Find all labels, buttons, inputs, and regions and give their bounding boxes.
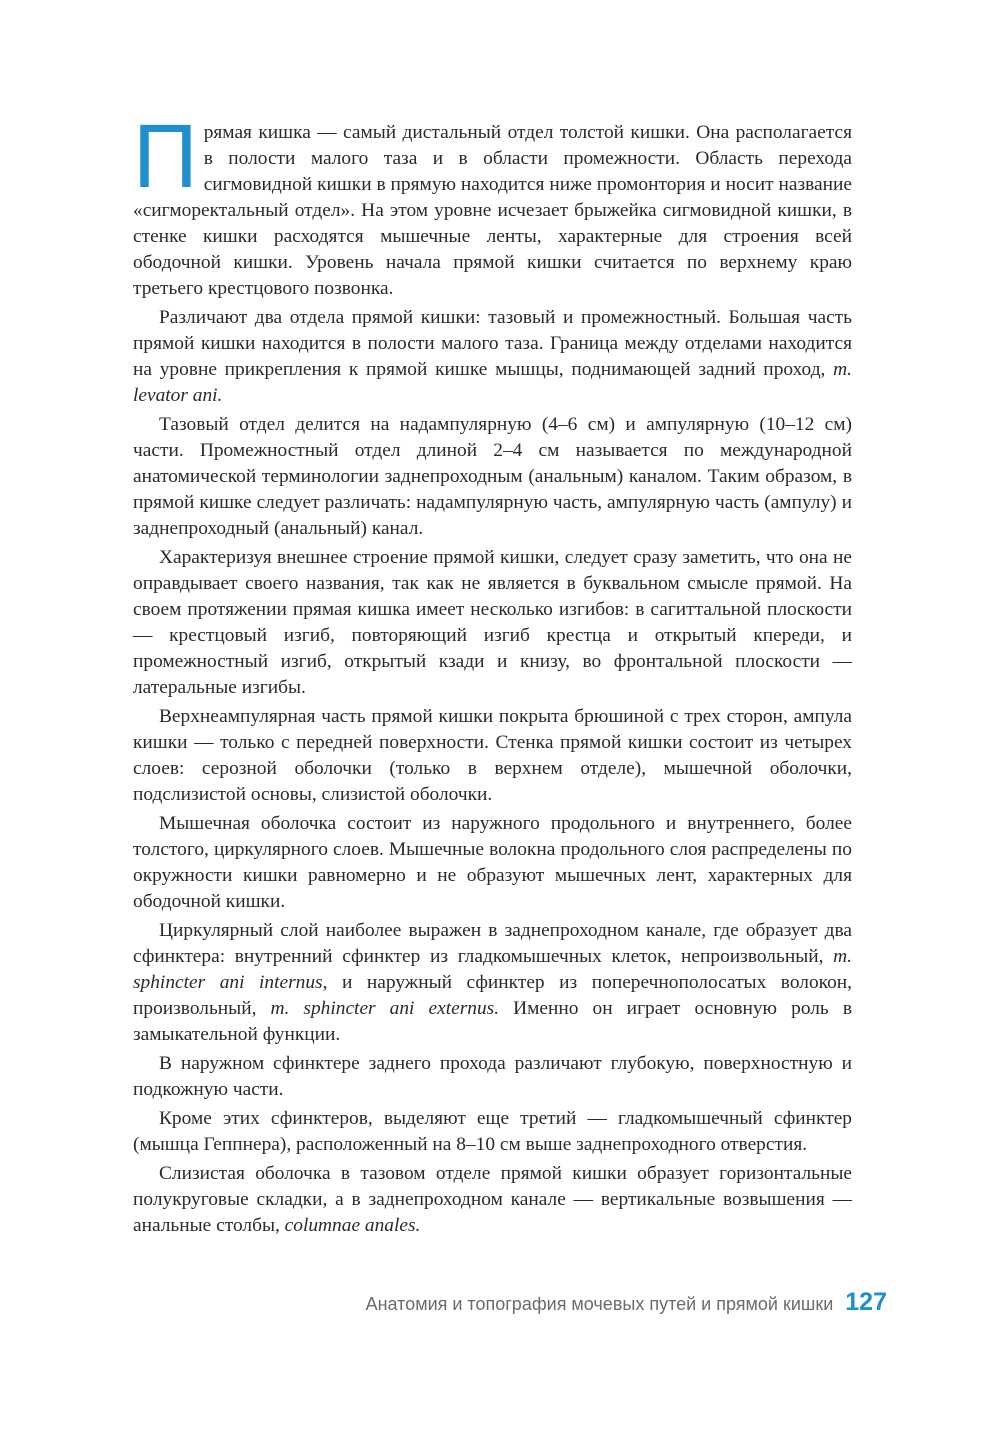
paragraph-3-text: Тазовый отдел делится на надампулярную (4–6 см) и ампулярную (10–12 см) части. Промежностный отдел длиной 2–4 см называется по международной анатомической терминологии заднепроходным (анальным) каналом. Таким образом, в прямой кишке следует различать: надампулярную часть, ампулярную часть (ампулу) и заднепроходный (анальный) канал. — [133, 414, 852, 539]
latin-term: m. levator ani. — [133, 359, 852, 406]
paragraph-5-text: Верхнеампулярная часть прямой кишки покрыта брюшиной с трех сторон, ампула кишки — только с передней поверхности. Стенка прямой кишки состоит из четырех слоев: серозной оболочки (только в верхнем отделе), мышечной оболочки, подслизистой основы, слизистой оболочки. — [133, 706, 852, 805]
page-footer — [0, 1288, 887, 1317]
paragraph-10-text: Слизистая оболочка в тазовом отделе прямой кишки образует горизонтальные полукруговые складки, а в заднепроходном канале — вертикальные возвышения — анальные столбы, — [133, 1163, 852, 1236]
running-title: Анатомия и топография мочевых путей и прямой кишки — [365, 1294, 834, 1314]
paragraph-7-text-a: Циркулярный слой наиболее выражен в заднепроходном канале, где образует два сфинктера: внутренний сфинктер из гладкомышечных клеток, непроизвольный, — [133, 920, 852, 967]
paragraph-1 — [133, 107, 852, 302]
paragraph-6-text: Мышечная оболочка состоит из наружного продольного и внутреннего, более толстого, циркулярного слоев. Мышечные волокна продольного слоя распределены по окружности кишки равномерно и не образуют мышечных лент, характерных для ободочной кишки. — [133, 813, 852, 912]
paragraph-3 — [133, 412, 852, 542]
paragraph-8-text: В наружном сфинктере заднего прохода различают глубокую, поверхностную и подкожную части. — [133, 1053, 852, 1100]
paragraph-9 — [133, 1106, 852, 1158]
page-body — [133, 107, 853, 1242]
paragraph-5 — [133, 704, 852, 808]
paragraph-8 — [133, 1051, 852, 1103]
drop-cap: П — [133, 107, 198, 207]
paragraph-7 — [133, 918, 852, 1048]
paragraph-4-text: Характеризуя внешнее строение прямой кишки, следует сразу заметить, что она не оправдывает своего названия, так как не является в буквальном смысле прямой. На своем протяжении прямая кишка имеет несколько изгибов: в сагиттальной плоскости — крестцовый изгиб, повторяющий изгиб крестца и открытый кпереди, и промежностный изгиб, открытый кзади и книзу, во фронтальной плоскости — латеральные изгибы. — [133, 547, 852, 698]
paragraph-4 — [133, 545, 852, 701]
latin-term: m. sphincter ani internus — [133, 946, 852, 993]
paragraph-6 — [133, 811, 852, 915]
paragraph-1-text: рямая кишка — самый дистальный отдел толстой кишки. Она располагается в полости малого таза и в области промежности. Область перехода сигмовидной кишки в прямую находится ниже промонтория и носит название «сигморектальный отдел». На этом уровне исчезает брыжейка сигмовидной кишки, в стенке кишки расходятся мышечные ленты, характерные для строения всей ободочной кишки. Уровень начала прямой кишки считается по верхнему краю третьего крестцового позвонка. — [133, 122, 852, 299]
paragraph-7-text-c: Именно он играет основную роль в замыкательной функции. — [133, 998, 853, 1045]
paragraph-2-text: Различают два отдела прямой кишки: тазовый и промежностный. Большая часть прямой кишки находится в полости малого таза. Граница между отделами находится на уровне прикрепления к прямой кишке мышцы, поднимающей задний проход, — [133, 307, 852, 380]
paragraph-2 — [133, 305, 852, 409]
paragraph-10 — [133, 1161, 852, 1239]
page-number: 127 — [845, 1288, 887, 1316]
paragraph-7-text-b: , и наружный сфинктер из поперечнополосатых волокон, произвольный, — [133, 972, 853, 1019]
latin-term: m. sphincter ani externus. — [270, 998, 500, 1019]
latin-term: columnae anales. — [284, 1215, 421, 1236]
paragraph-9-text: Кроме этих сфинктеров, выделяют еще третий — гладкомышечный сфинктер (мышца Геппнера), расположенный на 8–10 см выше заднепроходного отверстия. — [133, 1108, 852, 1155]
